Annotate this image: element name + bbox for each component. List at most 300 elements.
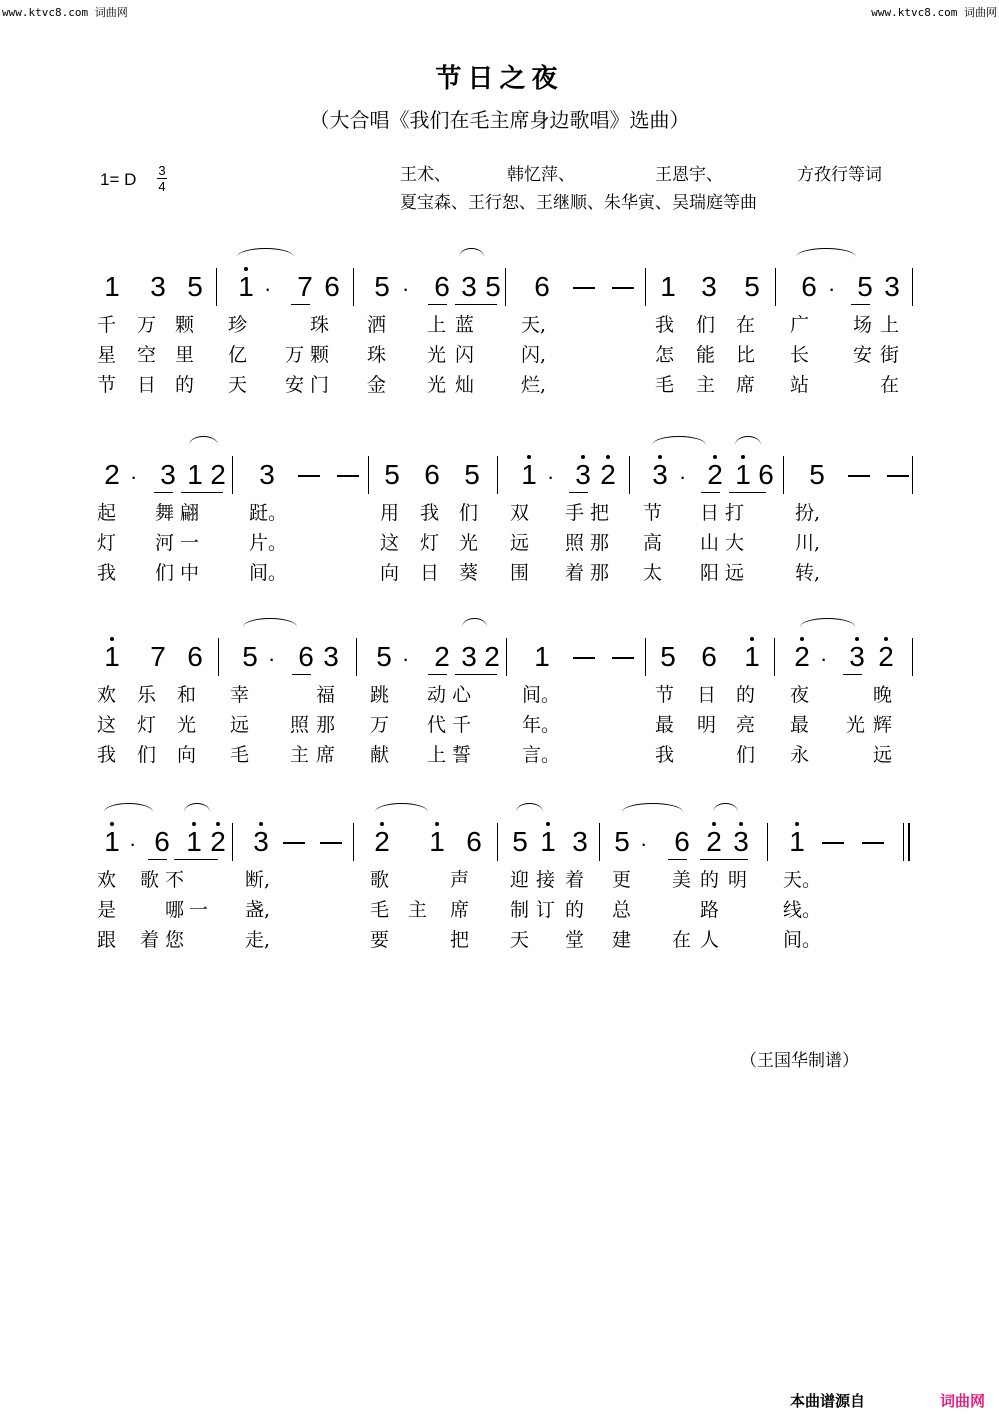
lyric-char: 把 [450, 929, 470, 951]
lyric-char: 向 [177, 744, 197, 766]
lyric-char: 比 [736, 344, 756, 366]
eighth-underline [428, 304, 447, 305]
lyric-char: 晚 [873, 684, 893, 706]
lyric-char: 们 [736, 744, 756, 766]
lyric-char: 们 [696, 314, 716, 336]
lyric-char: 日 [137, 374, 157, 396]
note: 3 [648, 460, 672, 490]
note: 6 [424, 459, 440, 490]
lyric-char: 更 [612, 869, 632, 891]
lyric-char: 远 [873, 744, 893, 766]
barline [353, 268, 354, 306]
lyric-char: 动 [427, 684, 447, 706]
lyric-char: 献 [370, 744, 390, 766]
note: 2 [790, 642, 814, 672]
note: 2 [596, 460, 620, 490]
note: 1 [534, 641, 550, 672]
eighth-underline [428, 674, 447, 675]
note: 6 [758, 459, 774, 490]
lyric-char: 光 [846, 714, 866, 736]
lyric-char: 跟 [97, 929, 117, 951]
lyric-char: 最 [790, 714, 810, 736]
lyric-char: 节 [97, 374, 117, 396]
lyric-char: 要 [370, 929, 390, 951]
lyric-char: 河 [155, 532, 175, 554]
note: 1 [182, 827, 206, 857]
lyric-char: 天, [521, 314, 547, 336]
barline [505, 268, 506, 306]
augmentation-dot: · [268, 646, 276, 671]
note: 5 [485, 271, 501, 302]
lyric-char: 灯 [97, 532, 117, 554]
note: 1 [517, 460, 541, 490]
note: 2 [874, 642, 898, 672]
lyric-char: 我 [420, 502, 440, 524]
eighth-underline [148, 859, 167, 860]
lyric-char: 川, [795, 532, 821, 554]
lyric-char: 一 [180, 532, 200, 554]
lyric-char: 洒 [367, 314, 387, 336]
note: 5 [614, 826, 630, 857]
slur [462, 618, 487, 627]
sustain-dash [573, 287, 595, 289]
lyric-char: 明 [697, 714, 717, 736]
note: 6 [298, 641, 314, 672]
lyric-char: 是 [97, 899, 117, 921]
eighth-underline [668, 859, 687, 860]
augmentation-dot: · [679, 464, 687, 489]
lyricist-2: 韩忆萍、 [507, 165, 575, 185]
lyric-char: 珠 [310, 314, 330, 336]
lyric-char: 间。 [783, 929, 822, 951]
lyric-char: 走, [245, 929, 271, 951]
barline [775, 268, 776, 306]
lyricist-3: 王恩宇、 [655, 165, 723, 185]
lyric-char: 主 [408, 899, 428, 921]
lyric-char: 在 [880, 374, 900, 396]
note: 2 [206, 827, 230, 857]
song-subtitle: （大合唱《我们在毛主席身边歌唱》选曲） [309, 108, 690, 132]
barline [368, 456, 369, 494]
lyric-char: 万 [370, 714, 390, 736]
augmentation-dot: · [640, 831, 648, 856]
note: 3 [259, 459, 275, 490]
slur [713, 803, 738, 812]
lyric-char: 里 [175, 344, 195, 366]
source-label: 本曲谱源自 [790, 1392, 866, 1410]
source-brand[interactable]: 词曲网 [940, 1392, 986, 1410]
note: 5 [374, 271, 390, 302]
slur [104, 803, 153, 812]
lyric-char: 站 [790, 374, 810, 396]
note: 7 [297, 271, 313, 302]
eighth-underline [729, 492, 766, 493]
note: 6 [466, 826, 482, 857]
note: 5 [809, 459, 825, 490]
lyric-char: 珍 [228, 314, 248, 336]
barline [497, 456, 498, 494]
lyric-char: 能 [696, 344, 716, 366]
slur [735, 436, 761, 445]
lyric-char: 永 [790, 744, 810, 766]
slur [243, 618, 297, 627]
lyric-char: 场 [853, 314, 873, 336]
note: 5 [744, 271, 760, 302]
lyric-char: 您 [165, 929, 185, 951]
lyric-char: 舞 [155, 502, 175, 524]
eighth-underline [154, 492, 173, 493]
lyric-char: 这 [97, 714, 117, 736]
note: 2 [702, 827, 726, 857]
note: 3 [461, 641, 477, 672]
lyric-char: 远 [230, 714, 250, 736]
lyric-char: 的 [565, 899, 585, 921]
sustain-dash [298, 475, 320, 477]
barline [232, 456, 233, 494]
lyric-char: 欢 [97, 684, 117, 706]
lyric-char: 订 [536, 899, 556, 921]
eighth-underline [174, 859, 218, 860]
lyric-char: 打 [725, 502, 745, 524]
lyric-char: 葵 [459, 562, 479, 584]
lyric-char: 年。 [522, 714, 561, 736]
lyric-char: 在 [736, 314, 756, 336]
lyric-char: 欢 [97, 869, 117, 891]
watermark-left[interactable]: www.ktvc8.com 词曲网 [2, 6, 128, 19]
barline [912, 456, 913, 494]
note: 5 [857, 271, 873, 302]
lyric-char: 金 [367, 374, 387, 396]
lyric-char: 大 [725, 532, 745, 554]
note: 7 [150, 641, 166, 672]
lyric-char: 的 [736, 684, 756, 706]
note: 5 [242, 641, 258, 672]
lyric-char: 节 [655, 684, 675, 706]
lyric-char: 建 [612, 929, 632, 951]
lyric-char: 明 [728, 869, 748, 891]
lyricist-1: 王术、 [400, 165, 451, 185]
song-title: 节日之夜 [435, 64, 564, 94]
eighth-underline [701, 492, 720, 493]
lyric-char: 千 [452, 714, 472, 736]
note: 6 [434, 271, 450, 302]
note: 2 [484, 641, 500, 672]
note: 6 [187, 641, 203, 672]
barline [912, 638, 913, 676]
lyric-char: 着 [565, 869, 585, 891]
lyric-char: 天 [228, 374, 248, 396]
lyric-char: 万 [285, 344, 305, 366]
lyric-char: 歌 [370, 869, 390, 891]
augmentation-dot: · [402, 276, 410, 301]
lyric-char: 日 [420, 562, 440, 584]
lyric-char: 星 [97, 344, 117, 366]
slur [796, 248, 856, 257]
note: 6 [534, 271, 550, 302]
sustain-dash [862, 842, 884, 844]
barline [629, 456, 630, 494]
barline [645, 638, 646, 676]
lyric-char: 席 [736, 374, 756, 396]
slur [800, 618, 855, 627]
key-signature: 1= D [100, 170, 137, 189]
lyric-char: 光 [427, 374, 447, 396]
lyric-char: 远 [725, 562, 745, 584]
slur [516, 803, 543, 812]
lyric-char: 跳 [370, 684, 390, 706]
lyric-char: 们 [137, 744, 157, 766]
lyric-char: 长 [790, 344, 810, 366]
sustain-dash [573, 657, 595, 659]
lyric-char: 烂, [521, 374, 547, 396]
eighth-underline [181, 492, 223, 493]
note: 6 [324, 271, 340, 302]
lyric-char: 起 [97, 502, 117, 524]
lyric-char: 歌 [140, 869, 160, 891]
lyric-char: 那 [590, 562, 610, 584]
sustain-dash [337, 475, 359, 477]
slur [622, 803, 683, 812]
lyric-char: 夜 [790, 684, 810, 706]
lyric-char: 跹。 [249, 502, 288, 524]
lyric-char: 把 [590, 502, 610, 524]
lyric-char: 我 [655, 744, 675, 766]
lyric-char: 天。 [783, 869, 822, 891]
time-signature-top: 3 [158, 163, 166, 178]
lyric-char: 闪 [455, 344, 475, 366]
note: 2 [703, 460, 727, 490]
slur [237, 248, 294, 257]
lyric-char: 席 [450, 899, 470, 921]
barline [497, 823, 498, 861]
lyric-char: 光 [459, 532, 479, 554]
lyric-char: 我 [655, 314, 675, 336]
note: 3 [884, 271, 900, 302]
barline [218, 638, 219, 676]
note: 1 [740, 642, 764, 672]
augmentation-dot: · [820, 646, 828, 671]
lyric-char: 代 [427, 714, 447, 736]
sustain-dash [283, 842, 305, 844]
lyric-char: 间。 [249, 562, 288, 584]
lyric-char: 中 [180, 562, 200, 584]
lyric-char: 手 [565, 502, 585, 524]
lyric-char: 安 [285, 374, 305, 396]
lyric-char: 声 [450, 869, 470, 891]
note: 5 [384, 459, 400, 490]
note: 6 [154, 826, 170, 857]
barline [645, 268, 646, 306]
note: 1 [100, 827, 124, 857]
eighth-underline [455, 304, 497, 305]
lyric-char: 向 [380, 562, 400, 584]
lyric-char: 福 [316, 684, 336, 706]
note: 1 [425, 827, 449, 857]
time-signature-bottom: 4 [158, 179, 166, 194]
slur [652, 436, 706, 445]
sustain-dash [848, 475, 870, 477]
note: 5 [512, 826, 528, 857]
slur [184, 803, 210, 812]
lyric-char: 誓 [452, 744, 472, 766]
sustain-dash [320, 842, 342, 844]
augmentation-dot: · [547, 464, 555, 489]
barline [599, 823, 600, 861]
lyric-char: 毛 [655, 374, 675, 396]
lyric-char: 最 [655, 714, 675, 736]
lyric-char: 门 [310, 374, 330, 396]
note: 5 [660, 641, 676, 672]
augmentation-dot: · [828, 276, 836, 301]
barline [216, 268, 217, 306]
note: 1 [187, 459, 203, 490]
lyric-char: 的 [175, 374, 195, 396]
note: 3 [701, 271, 717, 302]
note: 5 [376, 641, 392, 672]
lyric-char: 乐 [137, 684, 157, 706]
lyric-char: 这 [380, 532, 400, 554]
lyric-char: 上 [880, 314, 900, 336]
lyric-char: 辉 [873, 714, 893, 736]
lyric-char: 着 [140, 929, 160, 951]
lyric-char: 一 [189, 899, 209, 921]
barline [356, 638, 357, 676]
note: 1 [731, 460, 755, 490]
note: 3 [729, 827, 753, 857]
eighth-underline [700, 859, 748, 860]
barline [912, 268, 913, 306]
lyric-char: 上 [427, 314, 447, 336]
augmentation-dot: · [129, 831, 137, 856]
note: 3 [461, 271, 477, 302]
lyric-char: 我 [97, 744, 117, 766]
note: 3 [845, 642, 869, 672]
augmentation-dot: · [130, 464, 138, 489]
composers: 夏宝森、王行恕、王继顺、朱华寅、吴瑞庭等曲 [400, 193, 757, 213]
note: 3 [572, 826, 588, 857]
lyric-char: 照 [290, 714, 310, 736]
sustain-dash [887, 475, 909, 477]
eighth-underline [569, 492, 588, 493]
note: 2 [370, 827, 394, 857]
lyric-char: 街 [880, 344, 900, 366]
lyric-char: 翩 [180, 502, 200, 524]
lyric-char: 间。 [522, 684, 561, 706]
lyric-char: 灯 [137, 714, 157, 736]
lyric-char: 蓝 [455, 314, 475, 336]
lyric-char: 日 [700, 502, 720, 524]
note: 1 [660, 271, 676, 302]
lyric-char: 幸 [230, 684, 250, 706]
sustain-dash [612, 287, 634, 289]
lyric-char: 山 [700, 532, 720, 554]
note: 5 [187, 271, 203, 302]
lyric-char: 用 [380, 502, 400, 524]
lyric-char: 着 [565, 562, 585, 584]
lyric-char: 制 [510, 899, 530, 921]
lyric-char: 盏, [245, 899, 271, 921]
note: 3 [150, 271, 166, 302]
barline [353, 823, 354, 861]
lyric-char: 双 [510, 502, 530, 524]
lyric-char: 节 [643, 502, 663, 524]
slur [375, 803, 428, 812]
watermark-right[interactable]: www.ktvc8.com 词曲网 [871, 6, 997, 19]
note: 6 [801, 271, 817, 302]
lyric-char: 人 [700, 929, 720, 951]
note: 2 [434, 641, 450, 672]
lyric-char: 路 [700, 899, 720, 921]
lyric-char: 颗 [310, 344, 330, 366]
lyric-char: 主 [696, 374, 716, 396]
lyric-char: 我 [97, 562, 117, 584]
barline [774, 638, 775, 676]
time-signature [157, 164, 167, 193]
eighth-underline [291, 304, 310, 305]
lyric-char: 在 [672, 929, 692, 951]
lyric-char: 哪 [165, 899, 185, 921]
lyric-char: 围 [510, 562, 530, 584]
sustain-dash [612, 657, 634, 659]
note: 1 [234, 272, 258, 302]
lyric-char: 接 [536, 869, 556, 891]
barline [506, 638, 507, 676]
lyric-char: 美 [672, 869, 692, 891]
lyric-char: 们 [459, 502, 479, 524]
lyric-char: 闪, [521, 344, 547, 366]
lyric-char: 上 [427, 744, 447, 766]
final-barline-thin [903, 823, 904, 861]
note: 3 [160, 459, 176, 490]
lyric-char: 颗 [175, 314, 195, 336]
lyric-char: 照 [565, 532, 585, 554]
lyric-char: 光 [427, 344, 447, 366]
note: 5 [464, 459, 480, 490]
note: 6 [674, 826, 690, 857]
lyric-char: 灿 [455, 374, 475, 396]
lyric-char: 远 [510, 532, 530, 554]
note: 2 [210, 459, 226, 490]
lyric-char: 怎 [655, 344, 675, 366]
lyric-char: 那 [590, 532, 610, 554]
lyric-char: 阳 [700, 562, 720, 584]
lyric-char: 转, [795, 562, 821, 584]
augmentation-dot: · [264, 276, 272, 301]
lyric-char: 言。 [522, 744, 561, 766]
barline [783, 456, 784, 494]
note: 3 [323, 641, 339, 672]
lyric-char: 的 [700, 869, 720, 891]
lyric-char: 片。 [249, 532, 288, 554]
barline [767, 823, 768, 861]
note: 3 [249, 827, 273, 857]
note: 1 [100, 642, 124, 672]
eighth-underline [292, 674, 311, 675]
slur [189, 436, 218, 445]
lyric-char: 们 [155, 562, 175, 584]
lyric-char: 灯 [420, 532, 440, 554]
augmentation-dot: · [402, 646, 410, 671]
note: 1 [785, 827, 809, 857]
lyric-char: 主 [290, 744, 310, 766]
barline [232, 823, 233, 861]
slur [459, 248, 484, 257]
lyricist-4: 方孜行等词 [797, 165, 882, 185]
sustain-dash [822, 842, 844, 844]
lyric-char: 空 [137, 344, 157, 366]
lyric-char: 那 [316, 714, 336, 736]
lyric-char: 和 [177, 684, 197, 706]
